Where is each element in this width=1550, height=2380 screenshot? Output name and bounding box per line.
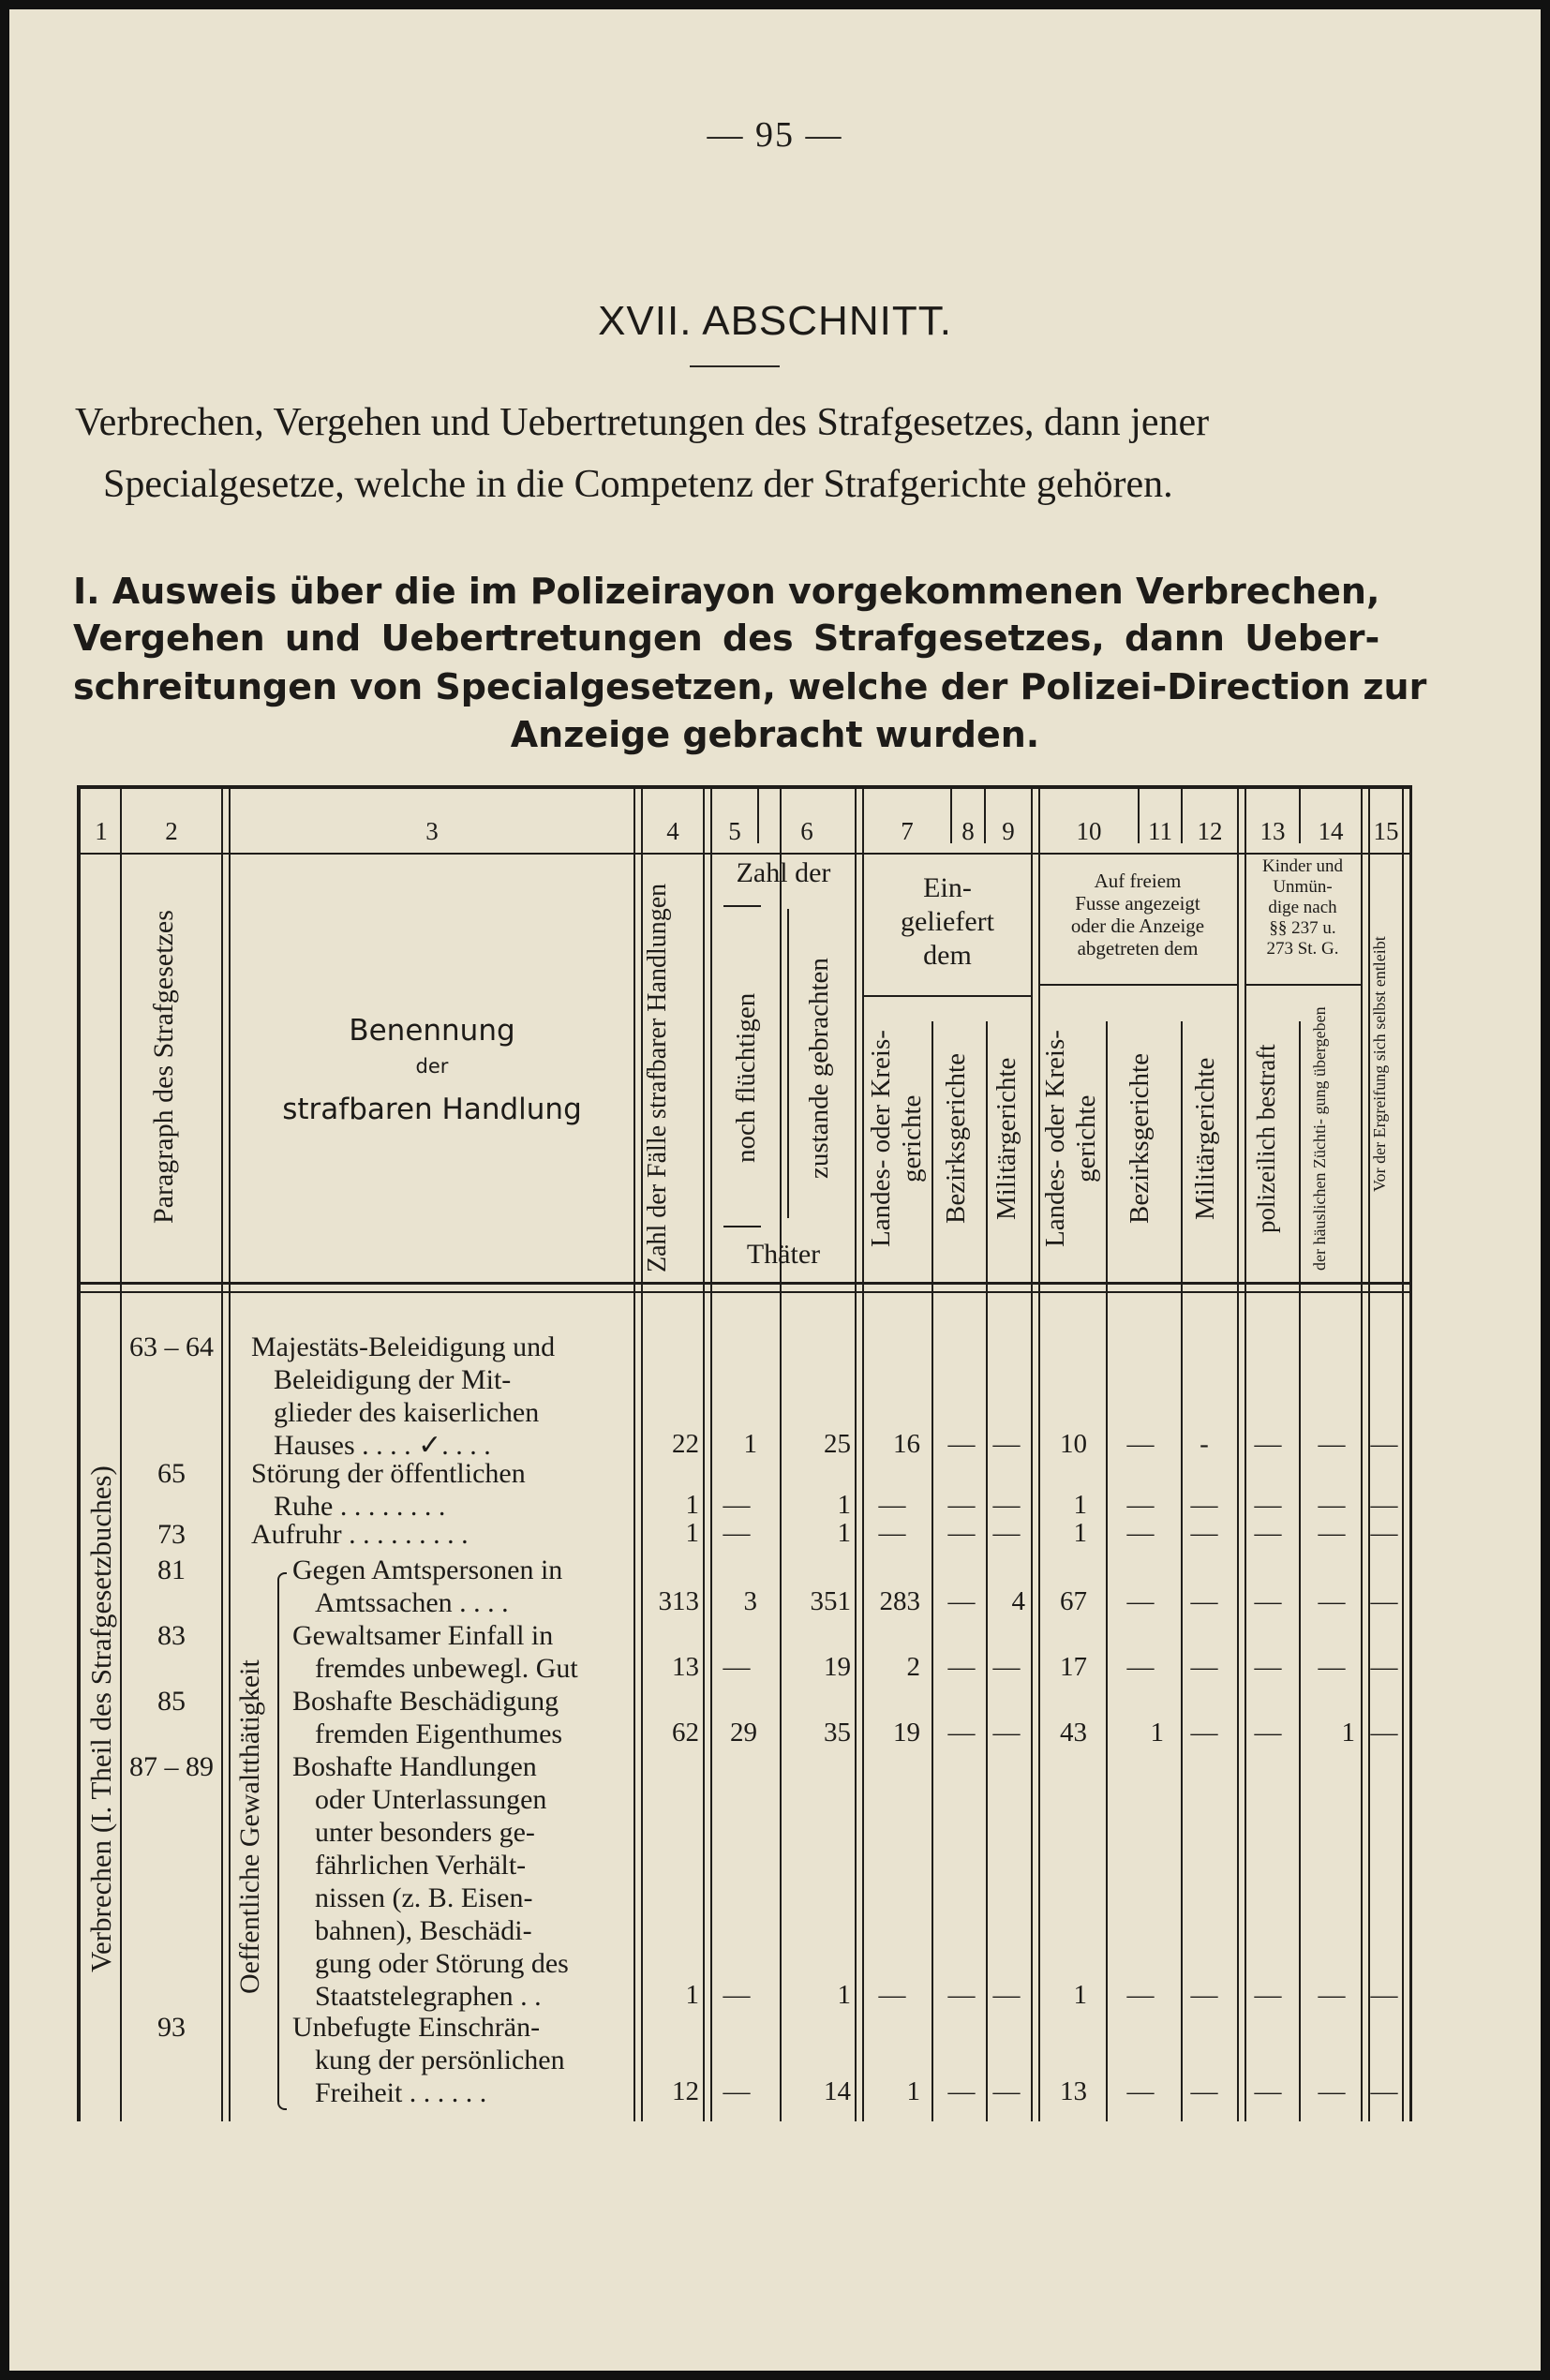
group-brace [277, 1572, 287, 2110]
row-value-col-8: — [947, 1490, 976, 1520]
header-abgetreten-dem: abgetreten dem [1077, 937, 1199, 959]
row-label-line: Unbefugte Einschrän- [292, 2012, 541, 2043]
row-value-col-7: 1 [906, 2076, 920, 2106]
row-label-line: glieder des kaiserlichen [274, 1397, 540, 1428]
header-st-g: 273 St. G. [1266, 939, 1339, 959]
col-num-1: 1 [95, 817, 108, 845]
row-value-col-14: — [1318, 1980, 1346, 2010]
row-value-col-15: — [1370, 1980, 1398, 2010]
row-value-col-10: 43 [1060, 1718, 1087, 1748]
header-dige-nach: dige nach [1268, 898, 1337, 917]
row-value-col-12: - [1200, 1429, 1209, 1459]
row-value-col-8: — [947, 1718, 976, 1748]
row-value-col-10: 13 [1060, 2076, 1087, 2106]
row-value-col-8: — [947, 1429, 976, 1459]
side-label-oeffentliche-gewalt: Oeffentliche Gewaltthätigkeit [234, 1659, 265, 1995]
col-num-13: 13 [1259, 817, 1286, 845]
row-value-col-7: 283 [879, 1586, 920, 1616]
header-landes-gerichte-10: Landes- oder Kreis- gerichte [1040, 1030, 1101, 1247]
col-num-9: 9 [1002, 817, 1015, 845]
row-value-col-6: 14 [824, 2076, 851, 2106]
header-bezirksgerichte-11: Bezirksgerichte [1125, 1053, 1155, 1224]
header-haeusliche-zuechtigung: der häuslichen Züchti- gung übergeben [1310, 1006, 1329, 1271]
row-label-line: Majestäts-Beleidigung und [251, 1331, 556, 1362]
row-label-line: Gegen Amtspersonen in [292, 1554, 563, 1585]
row-value-col-13: — [1254, 1718, 1282, 1748]
header-selbst-entleibt: Vor der Ergreifung sich selbst entleibt [1370, 936, 1389, 1193]
header-polizeilich-bestraft: polizeilich bestraft [1252, 1044, 1280, 1233]
row-paragraph: 81 [157, 1554, 186, 1585]
col-num-3: 3 [425, 817, 439, 845]
row-value-col-13: — [1254, 2076, 1282, 2106]
row-label-line: Amtssachen . . . . [315, 1587, 509, 1618]
side-label-verbrechen: Verbrechen (I. Theil des Strafgesetzbuches) [84, 1465, 117, 1973]
row-value-col-7: 16 [893, 1429, 920, 1459]
row-value-col-4: 62 [672, 1718, 699, 1748]
row-value-col-13: — [1254, 1429, 1282, 1459]
header-unmuen: Unmün- [1273, 877, 1333, 897]
row-value-col-8: — [947, 1586, 976, 1616]
row-value-col-4: 12 [672, 2076, 699, 2106]
col-num-10: 10 [1076, 817, 1102, 845]
col-num-12: 12 [1197, 817, 1223, 845]
row-value-col-5: 1 [743, 1429, 757, 1459]
subheading-line-4: Anzeige gebracht wurden. [510, 714, 1040, 755]
row-value-col-15: — [1370, 1586, 1398, 1616]
row-value-col-6: 25 [824, 1429, 851, 1459]
row-value-col-4: 22 [672, 1429, 699, 1459]
row-label-line: unter besonders ge- [315, 1817, 535, 1848]
row-value-col-11: — [1126, 2076, 1155, 2106]
subheading-line-2: Vergehen und Uebertretungen des Strafgesetzes, dann Ueber- [73, 617, 1380, 659]
row-value-col-6: 1 [837, 1490, 851, 1520]
row-value-col-4: 1 [685, 1518, 699, 1548]
row-label-line: fremdes unbewegl. Gut [315, 1653, 578, 1684]
row-value-col-12: — [1190, 1490, 1218, 1520]
row-value-col-10: 17 [1060, 1652, 1087, 1682]
subheading-line-3: schreitungen von Specialgesetzen, welche der Polizei-Direction zur [73, 666, 1427, 707]
row-label-line: Boshafte Handlungen [292, 1751, 537, 1782]
row-paragraph: 65 [157, 1458, 186, 1489]
row-label-line: Hauses . . . . ✓. . . . [274, 1430, 491, 1461]
row-value-col-12: — [1190, 2076, 1218, 2106]
header-militaergerichte-9: Militärgerichte [991, 1057, 1021, 1220]
row-value-col-9: — [992, 1652, 1021, 1682]
row-label-line: bahnen), Beschädi- [315, 1915, 532, 1946]
section-title: XVII. ABSCHNITT. [598, 298, 952, 344]
row-value-col-8: — [947, 1652, 976, 1682]
row-paragraph: 63 – 64 [129, 1331, 214, 1362]
col-num-2: 2 [165, 817, 178, 845]
page [9, 9, 1541, 2371]
row-value-col-9: — [992, 1980, 1021, 2010]
row-label-line: Freiheit . . . . . . [315, 2077, 487, 2108]
row-paragraph: 87 – 89 [129, 1751, 214, 1782]
row-value-col-4: 1 [685, 1980, 699, 2010]
row-label-line: Staatstelegraphen . . [315, 1981, 542, 2012]
row-paragraph: 85 [157, 1686, 186, 1717]
row-value-col-6: 35 [824, 1718, 851, 1748]
row-label-line: gung oder Störung des [315, 1948, 569, 1979]
row-value-col-14: 1 [1341, 1718, 1355, 1748]
row-label-line: Aufruhr . . . . . . . . . [251, 1519, 469, 1550]
row-label-line: Beleidigung der Mit- [274, 1364, 512, 1395]
row-value-col-14: — [1318, 1429, 1346, 1459]
row-paragraph: 93 [157, 2012, 186, 2043]
row-label-line: fährlichen Verhält- [315, 1850, 527, 1881]
row-value-col-7: — [878, 1490, 906, 1520]
row-value-col-8: — [947, 2076, 976, 2106]
col-num-15: 15 [1373, 817, 1399, 845]
row-value-col-7: 19 [893, 1718, 920, 1748]
row-value-col-8: — [947, 1980, 976, 2010]
row-value-col-10: 10 [1060, 1429, 1087, 1459]
heading-line-1: Verbrechen, Vergehen und Uebertretungen des Strafgesetzes, dann jener [75, 401, 1210, 444]
row-value-col-14: — [1318, 1518, 1346, 1548]
row-value-col-15: — [1370, 1429, 1398, 1459]
header-zahl-der-faelle: Zahl der Fälle strafbarer Handlungen [643, 883, 672, 1272]
row-label-line: kung der persönlichen [315, 2045, 565, 2075]
row-value-col-15: — [1370, 1718, 1398, 1748]
col-num-14: 14 [1318, 817, 1344, 845]
row-label-line: Gewaltsamer Einfall in [292, 1620, 554, 1651]
header-der: der [415, 1055, 449, 1078]
row-value-col-5: 29 [730, 1718, 757, 1748]
header-thaeter: Thäter [746, 1239, 821, 1270]
row-value-col-11: — [1126, 1490, 1155, 1520]
row-value-col-15: — [1370, 1652, 1398, 1682]
row-value-col-13: — [1254, 1652, 1282, 1682]
header-ein: Ein- [923, 872, 972, 903]
row-value-col-15: — [1370, 2076, 1398, 2106]
row-value-col-5: — [723, 1652, 751, 1682]
col-num-4: 4 [666, 817, 679, 845]
row-value-col-9: — [992, 1490, 1021, 1520]
row-value-col-14: — [1318, 1490, 1346, 1520]
row-value-col-6: 351 [810, 1586, 851, 1616]
header-paragraphs: §§ 237 u. [1269, 918, 1336, 938]
row-value-col-13: — [1254, 1586, 1282, 1616]
header-bezirksgerichte-8: Bezirksgerichte [941, 1053, 971, 1224]
row-value-col-12: — [1190, 1718, 1218, 1748]
row-value-col-12: — [1190, 1586, 1218, 1616]
row-value-col-4: 13 [672, 1652, 699, 1682]
row-value-col-14: — [1318, 1652, 1346, 1682]
row-value-col-11: — [1126, 1652, 1155, 1682]
row-value-col-11: — [1126, 1518, 1155, 1548]
row-value-col-14: — [1318, 2076, 1346, 2106]
subheading-line-1: I. Ausweis über die im Polizeirayon vorgekommenen Verbrechen, [73, 571, 1380, 612]
header-landes-gerichte-7: Landes- oder Kreis- gerichte [866, 1030, 927, 1247]
row-value-col-7: — [878, 1518, 906, 1548]
row-value-col-7: 2 [906, 1652, 920, 1682]
row-value-col-12: — [1190, 1518, 1218, 1548]
header-auf-freiem: Auf freiem [1094, 870, 1182, 892]
row-value-col-5: — [723, 1518, 751, 1548]
header-zahl-der: Zahl der [736, 857, 831, 888]
row-value-col-8: — [947, 1518, 976, 1548]
row-value-col-10: 1 [1073, 1980, 1087, 2010]
header-militaergerichte-12: Militärgerichte [1190, 1057, 1220, 1220]
page-number: — 95 — [707, 115, 843, 155]
header-strafbaren-handlung: strafbaren Handlung [282, 1093, 582, 1126]
row-value-col-15: — [1370, 1490, 1398, 1520]
row-value-col-4: 313 [658, 1586, 699, 1616]
row-label-line: Boshafte Beschädigung [292, 1686, 559, 1717]
row-label-line: Störung der öffentlichen [251, 1458, 526, 1489]
row-value-col-5: — [723, 1490, 751, 1520]
col-num-6: 6 [800, 817, 813, 845]
row-value-col-10: 1 [1073, 1518, 1087, 1548]
row-value-col-5: — [723, 1980, 751, 2010]
row-value-col-4: 1 [685, 1490, 699, 1520]
header-zustande-gebrachten: zustande gebrachten [804, 958, 834, 1179]
heading-line-2: Specialgesetze, welche in die Competenz der Strafgerichte gehören. [103, 463, 1173, 506]
row-value-col-9: — [992, 2076, 1021, 2106]
row-value-col-6: 19 [824, 1652, 851, 1682]
header-benennung: Benennung [349, 1014, 515, 1048]
row-value-col-9: — [992, 1718, 1021, 1748]
row-value-col-13: — [1254, 1518, 1282, 1548]
row-value-col-14: — [1318, 1586, 1346, 1616]
row-label-line: Ruhe . . . . . . . . [274, 1491, 446, 1522]
row-value-col-6: 1 [837, 1518, 851, 1548]
header-paragraph: Paragraph des Strafgesetzes [148, 910, 179, 1225]
col-num-11: 11 [1148, 817, 1172, 845]
row-value-col-13: — [1254, 1980, 1282, 2010]
row-value-col-12: — [1190, 1980, 1218, 2010]
header-kinder-und: Kinder und [1261, 856, 1343, 876]
statistics-table [9, 9, 1541, 2371]
row-value-col-11: — [1126, 1429, 1155, 1459]
row-paragraph: 83 [157, 1620, 186, 1651]
row-value-col-13: — [1254, 1490, 1282, 1520]
row-value-col-12: — [1190, 1652, 1218, 1682]
row-label-line: nissen (z. B. Eisen- [315, 1882, 533, 1913]
row-value-col-11: 1 [1150, 1718, 1164, 1748]
row-label-line: fremden Eigenthumes [315, 1718, 563, 1749]
col-num-8: 8 [961, 817, 975, 845]
header-oder-die-anzeige: oder die Anzeige [1070, 915, 1205, 937]
row-paragraph: 73 [157, 1519, 186, 1550]
header-eingeliefert-group [864, 871, 1031, 973]
row-value-col-11: — [1126, 1586, 1155, 1616]
header-noch-fluechtigen: noch flüchtigen [731, 992, 761, 1163]
row-value-col-9: 4 [1011, 1586, 1025, 1616]
row-value-col-9: — [992, 1429, 1021, 1459]
header-dem: dem [923, 940, 972, 971]
row-value-col-15: — [1370, 1518, 1398, 1548]
row-value-col-6: 1 [837, 1980, 851, 2010]
row-label-line: oder Unterlassungen [315, 1784, 547, 1815]
row-value-col-9: — [992, 1518, 1021, 1548]
header-auf-freiem-group [1038, 870, 1237, 959]
header-fusse-angezeigt: Fusse angezeigt [1075, 892, 1200, 915]
row-value-col-10: 67 [1060, 1586, 1087, 1616]
col-num-5: 5 [728, 817, 741, 845]
row-value-col-7: — [878, 1980, 906, 2010]
row-value-col-11: — [1126, 1980, 1155, 2010]
col-num-7: 7 [901, 817, 914, 845]
row-value-col-5: 3 [743, 1586, 757, 1616]
header-geliefert: geliefert [901, 906, 994, 937]
header-kinder-group [1244, 856, 1361, 959]
row-value-col-5: — [723, 2076, 751, 2106]
row-value-col-10: 1 [1073, 1490, 1087, 1520]
